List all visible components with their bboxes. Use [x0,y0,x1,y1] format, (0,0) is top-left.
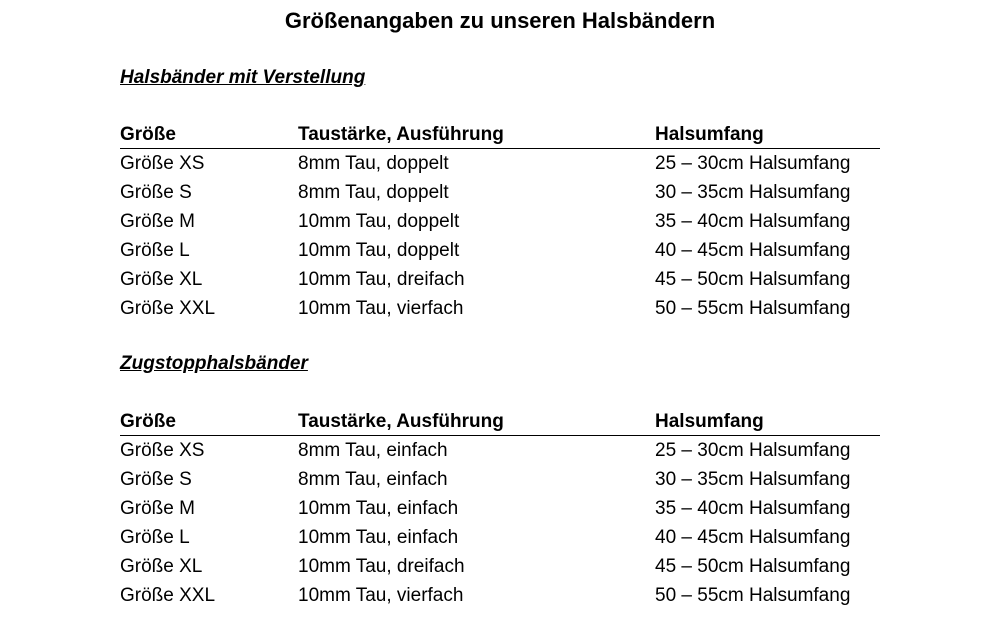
cell-neck: 25 – 30cm Halsumfang [655,440,851,461]
cell-rope: 8mm Tau, doppelt [298,182,449,203]
size-table-zugstopp [120,409,880,610]
cell-neck: 50 – 55cm Halsumfang [655,585,851,606]
cell-rope: 10mm Tau, einfach [298,498,459,519]
cell-rope: 10mm Tau, doppelt [298,240,460,261]
cell-size: Größe XL [120,556,203,577]
cell-neck: 45 – 50cm Halsumfang [655,269,851,290]
cell-rope: 10mm Tau, doppelt [298,211,460,232]
cell-neck: 40 – 45cm Halsumfang [655,240,851,261]
table-row [120,581,880,610]
cell-neck: 30 – 35cm Halsumfang [655,469,851,490]
table-row [120,265,880,294]
cell-rope: 8mm Tau, einfach [298,440,448,461]
cell-rope: 10mm Tau, dreifach [298,269,465,290]
cell-size: Größe S [120,469,192,490]
cell-rope: 8mm Tau, einfach [298,469,448,490]
table-row [120,236,880,265]
table-header-row [120,122,880,149]
column-header-rope: Taustärke, Ausführung [298,124,504,145]
cell-size: Größe XXL [120,298,216,319]
cell-rope: 10mm Tau, dreifach [298,556,465,577]
cell-size: Größe XS [120,440,205,461]
column-header-size: Größe [120,411,176,432]
table-row [120,494,880,523]
column-header-neck: Halsumfang [655,411,764,432]
cell-rope: 10mm Tau, vierfach [298,298,464,319]
cell-neck: 40 – 45cm Halsumfang [655,527,851,548]
column-header-neck: Halsumfang [655,124,764,145]
section-title-verstellung: Halsbänder mit Verstellung [120,67,366,88]
cell-neck: 30 – 35cm Halsumfang [655,182,851,203]
cell-rope: 8mm Tau, doppelt [298,153,449,174]
cell-size: Größe M [120,498,195,519]
table-row [120,465,880,494]
table-row [120,149,880,179]
cell-rope: 10mm Tau, einfach [298,527,459,548]
column-header-size: Größe [120,124,176,145]
cell-size: Größe XXL [120,585,216,606]
cell-neck: 35 – 40cm Halsumfang [655,498,851,519]
table-row [120,207,880,236]
table-row [120,523,880,552]
cell-neck: 25 – 30cm Halsumfang [655,153,851,174]
cell-neck: 45 – 50cm Halsumfang [655,556,851,577]
table-row [120,294,880,323]
cell-size: Größe XS [120,153,205,174]
table-row [120,178,880,207]
table-row [120,436,880,466]
cell-neck: 50 – 55cm Halsumfang [655,298,851,319]
column-header-rope: Taustärke, Ausführung [298,411,504,432]
cell-size: Größe L [120,527,190,548]
section-title-zugstopp: Zugstopphalsbänder [120,353,308,374]
cell-size: Größe L [120,240,190,261]
cell-size: Größe S [120,182,192,203]
cell-size: Größe M [120,211,195,232]
page-title: Größenangaben zu unseren Halsbändern [284,8,716,33]
table-row [120,552,880,581]
cell-neck: 35 – 40cm Halsumfang [655,211,851,232]
cell-size: Größe XL [120,269,203,290]
cell-rope: 10mm Tau, vierfach [298,585,464,606]
size-table-verstellung [120,122,880,323]
table-header-row [120,409,880,436]
